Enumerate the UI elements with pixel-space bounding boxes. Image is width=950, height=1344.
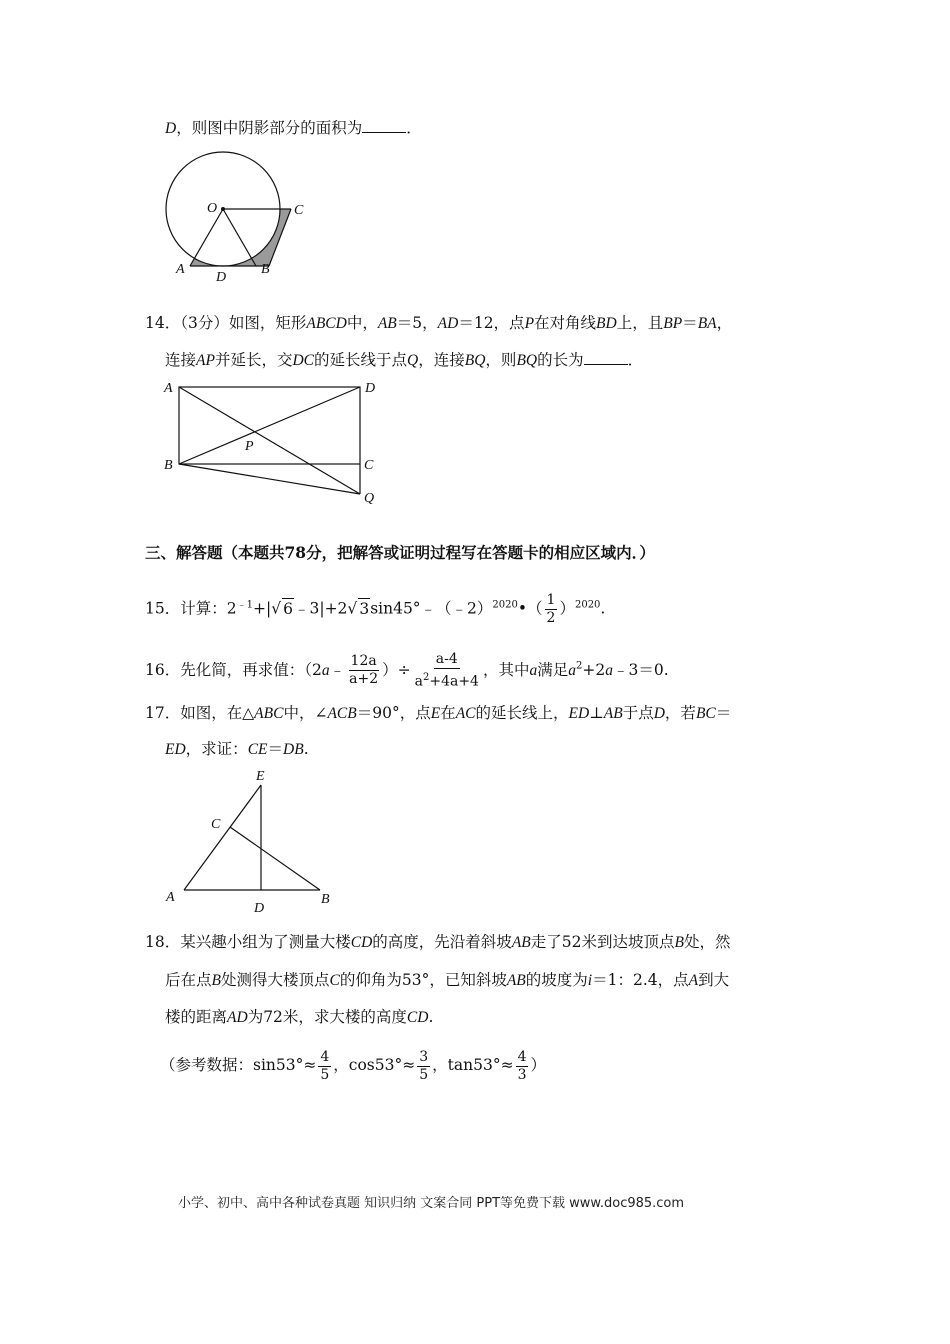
q15-sqrt-3: 3 — [359, 599, 370, 618]
q13-point-d: D — [165, 120, 177, 137]
fig14-label-q: Q — [364, 491, 375, 506]
q18-fraction-cos: $\frac{3}{5}$ — [419, 1048, 429, 1083]
fig14-label-c: C — [364, 458, 374, 473]
q15-number: 15． — [145, 599, 181, 618]
section-3-heading: 三、解答题（本题共78分，把解答或证明过程写在答题卡的相应区域内．） — [145, 543, 655, 562]
q13-text: ，则图中阴影部分的面积为 — [176, 119, 363, 137]
fig17-label-e: E — [256, 769, 265, 784]
fig17-label-d: D — [254, 901, 265, 916]
q18-number: 18． — [145, 933, 181, 951]
q15-line: 15．计算：$2^{﹣1}+|√$ 6﹣3|+2√ 3sin45°﹣（﹣2）$^{2020}$•（ $\frac{1}{2}$ ）$^{2020}$. — [145, 592, 606, 626]
q18-line-3: 楼的距离AD为72米，求大楼的高度CD. — [165, 1008, 434, 1026]
q15-fraction: $\frac{1}{2}$ — [546, 592, 556, 626]
fig13-label-c: C — [294, 203, 304, 218]
fig17-label-c: C — [211, 817, 221, 832]
fig13-label-o: O — [207, 201, 218, 216]
q15-sqrt-6: 6 — [283, 599, 293, 618]
fig14-label-d: D — [365, 381, 376, 396]
q14-line-2: 连接AP并延长，交DC的延长线于点Q，连接BQ，则BQ的长为 ． — [165, 351, 644, 369]
page-footer: 小学、初中、高中各种试卷真题 知识归纳 文案合同 PPT等免费下载 www.doc985.com — [178, 1196, 685, 1211]
figure-17-triangle — [160, 766, 345, 916]
fig14-label-b: B — [164, 458, 173, 473]
q17-line-1: 17．如图，在△ABC中，∠ACB＝90°，点E在AC的延长线上，ED⊥AB于点D，若BC＝ — [145, 704, 732, 722]
fig13-label-b: B — [261, 262, 270, 277]
q18-line-2: 后在点B处测得大楼顶点C的仰角为53°，已知斜坡AB的坡度为i＝1：2.4，点A到大 — [165, 971, 730, 989]
q14-line-1: 14．（3分）如图，矩形ABCD中，AB＝5，AD＝12，点P在对角线BD上，且BP＝BA， — [145, 314, 733, 332]
q16-line: 16．先化简，再求值：（2a﹣ $\frac{12a}{a+2}$ ）÷ $\frac{a-4}{a^2+4a+4}$ ，其中a满足$a^2+2a﹣3=0$. — [145, 651, 669, 690]
q17-number: 17． — [145, 704, 181, 722]
fig14-label-p: P — [245, 439, 254, 454]
q14-number: 14． — [145, 314, 181, 332]
q18-line-1: 18．某兴趣小组为了测量大楼CD的高度，先沿着斜坡AB走了52米到达坡顶点B处，然 — [145, 933, 731, 951]
q16-fraction-2: $\frac{a-4}{a^2+4a+4}$ — [414, 651, 479, 690]
fig17-label-b: B — [321, 892, 330, 907]
fig17-label-a: A — [166, 890, 175, 905]
q18-fraction-sin: $\frac{4}{5}$ — [320, 1048, 330, 1083]
q13-tail-line — [165, 118, 422, 139]
q16-fraction-1: $\frac{12a}{a+2}$ — [349, 653, 379, 688]
q18-fraction-tan: $\frac{4}{3}$ — [517, 1048, 527, 1083]
q16-number: 16． — [145, 660, 181, 679]
q13-answer-blank — [362, 118, 406, 133]
figure-13-circle — [160, 148, 320, 286]
fig14-label-a: A — [164, 381, 173, 396]
fig13-shaded-region — [190, 209, 291, 266]
fig13-label-d: D — [216, 270, 227, 285]
q17-line-2: ED，求证：CE＝DB. — [165, 740, 309, 758]
fig13-label-a: A — [176, 262, 185, 277]
q13-end: ． — [406, 119, 422, 137]
q14-answer-blank — [584, 350, 628, 365]
figure-14-rectangle — [160, 376, 390, 511]
q18-reference-data: （参考数据：sin53°≈ $\frac{4}{5}$ ，cos53°≈ $\frac{3}{5}$ ，tan53°≈ $\frac{4}{3}$ ） — [160, 1048, 546, 1083]
